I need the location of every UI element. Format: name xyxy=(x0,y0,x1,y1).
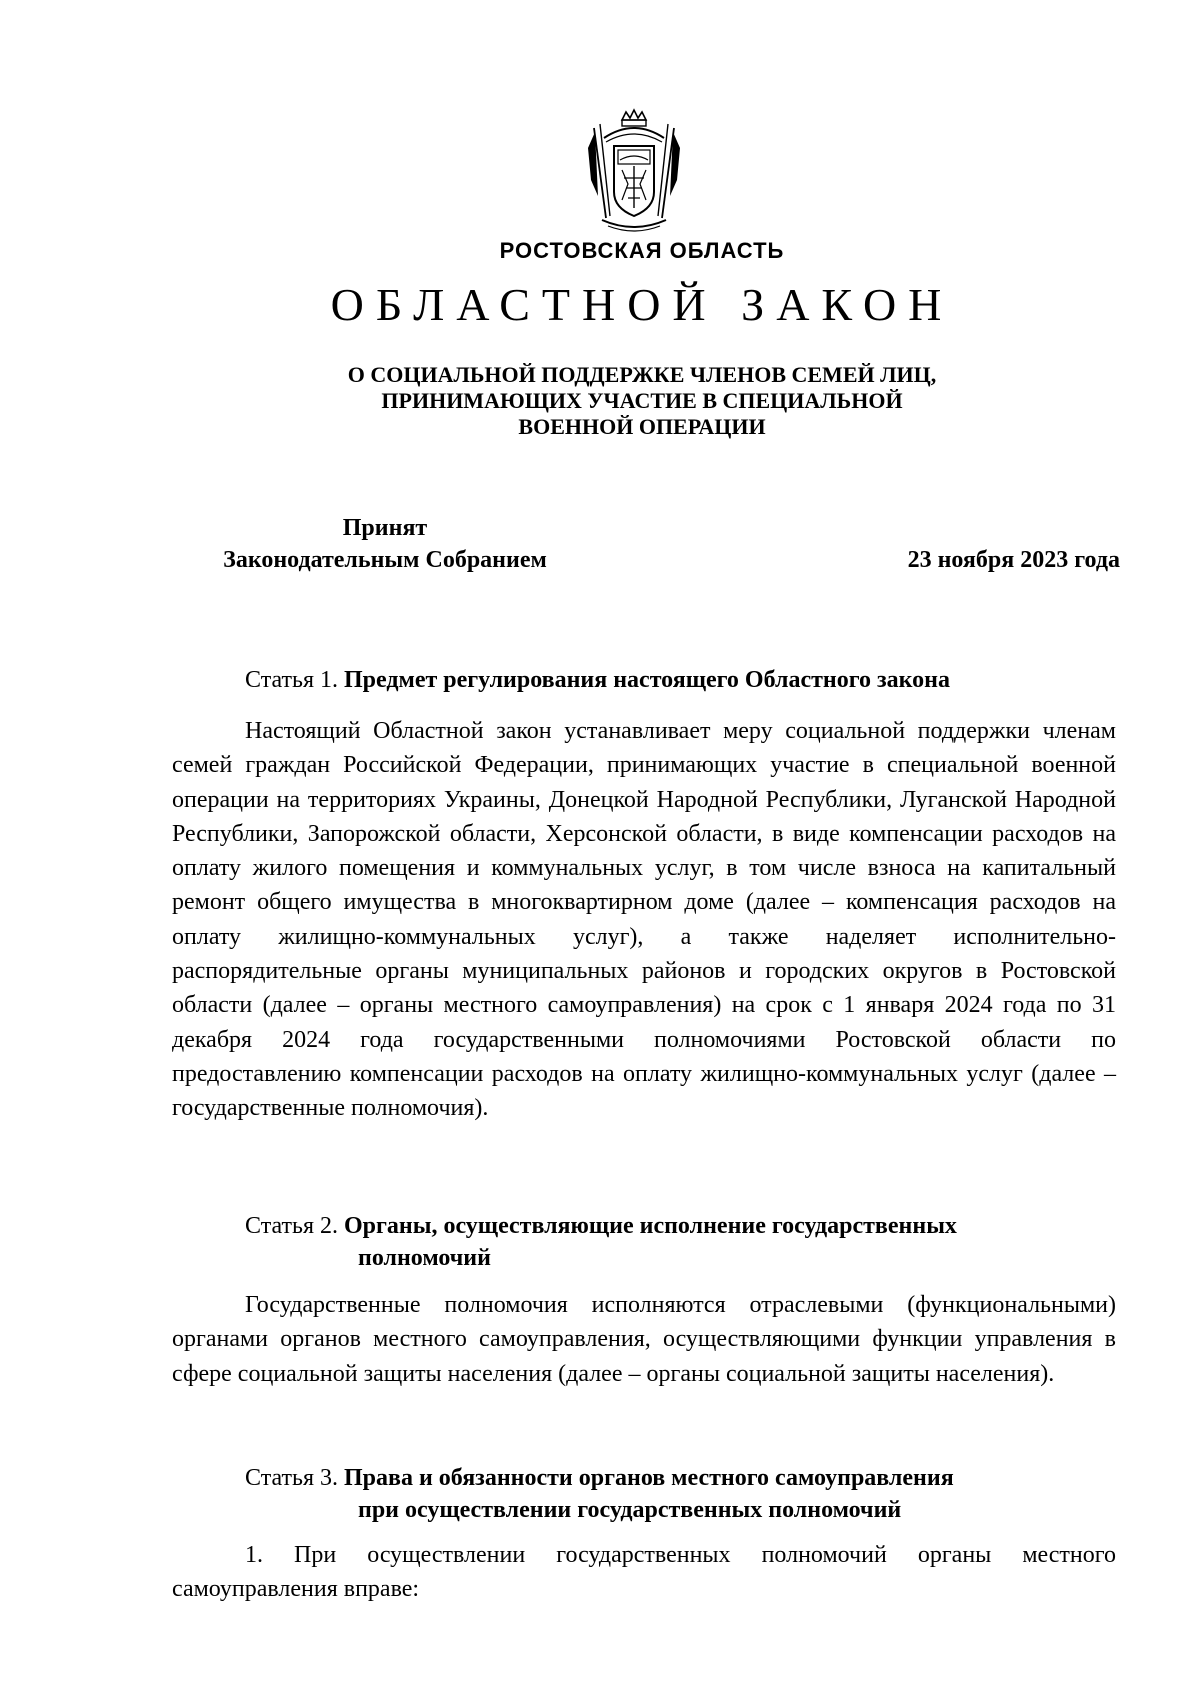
law-title xyxy=(0,362,1200,440)
law-title-line: ВОЕННОЙ ОПЕРАЦИИ xyxy=(518,414,766,439)
adoption-line: Принят xyxy=(342,515,428,541)
article-title: Права и обязанности органов местного самоуправления xyxy=(343,1465,954,1491)
article-2-paragraph: Государственные полномочия исполняются отраслевыми (функциональными) органами органов местного самоуправления, осуществляющими функции управления в сфере социальной защиты населения (далее – органы социальной защиты населения). xyxy=(172,1292,1116,1387)
article-1-paragraph: Настоящий Областной закон устанавливает меру социальной поддержки членам семей граждан Российской Федерации, принимающих участие в специальной военной операции на территориях Украины, Донецкой Народной Республики, Луганской Народной Республики, Запорожской области, Херсонской области, в виде компенсации расходов на оплату жилого помещения и коммунальных услуг, в том числе взноса на капитальный ремонт общего имущества в многоквартирном доме (далее – компенсация расходов на оплату жилищно-коммунальных услуг), а также наделяет исполнительно-распорядительные органы муниципальных районов и городских округов в Ростовской области (далее – органы местного самоуправления) на срок с 1 января 2024 года по 31 декабря 2024 года государственными полномочиями Ростовской области по предоставлению компенсации расходов на оплату жилищно-коммунальных услуг (далее – государственные полномочия). xyxy=(172,718,1116,1122)
law-title-line: ПРИНИМАЮЩИХ УЧАСТИЕ В СПЕЦИАЛЬНОЙ xyxy=(381,388,903,413)
article-2-heading xyxy=(245,1210,1115,1274)
article-number: Статья 1. xyxy=(245,667,338,693)
adoption-line: Законодательным Собранием xyxy=(223,547,547,573)
region-name: РОСТОВСКАЯ ОБЛАСТЬ xyxy=(499,238,785,263)
law-title-line: О СОЦИАЛЬНОЙ ПОДДЕРЖКЕ ЧЛЕНОВ СЕМЕЙ ЛИЦ, xyxy=(347,362,937,387)
law-type-heading: ОБЛАСТНОЙ ЗАКОН xyxy=(330,279,954,330)
rostov-oblast-coat-of-arms-icon xyxy=(584,108,684,236)
article-title: Органы, осуществляющие исполнение государственных xyxy=(343,1213,957,1239)
article-3-paragraph: 1. При осуществлении государственных полномочий органы местного самоуправления вправе: xyxy=(172,1542,1116,1603)
article-title-continuation: при осуществлении государственных полномочий xyxy=(358,1497,902,1523)
adoption-date: 23 ноября 2023 года xyxy=(907,547,1120,573)
article-number: Статья 3. xyxy=(245,1465,338,1491)
article-1-heading xyxy=(245,664,1115,696)
article-number: Статья 2. xyxy=(245,1213,338,1239)
article-title: Предмет регулирования настоящего Областного закона xyxy=(343,667,950,693)
article-title-continuation: полномочий xyxy=(358,1245,491,1271)
adoption-body xyxy=(175,512,595,576)
article-3-heading xyxy=(245,1462,1115,1526)
